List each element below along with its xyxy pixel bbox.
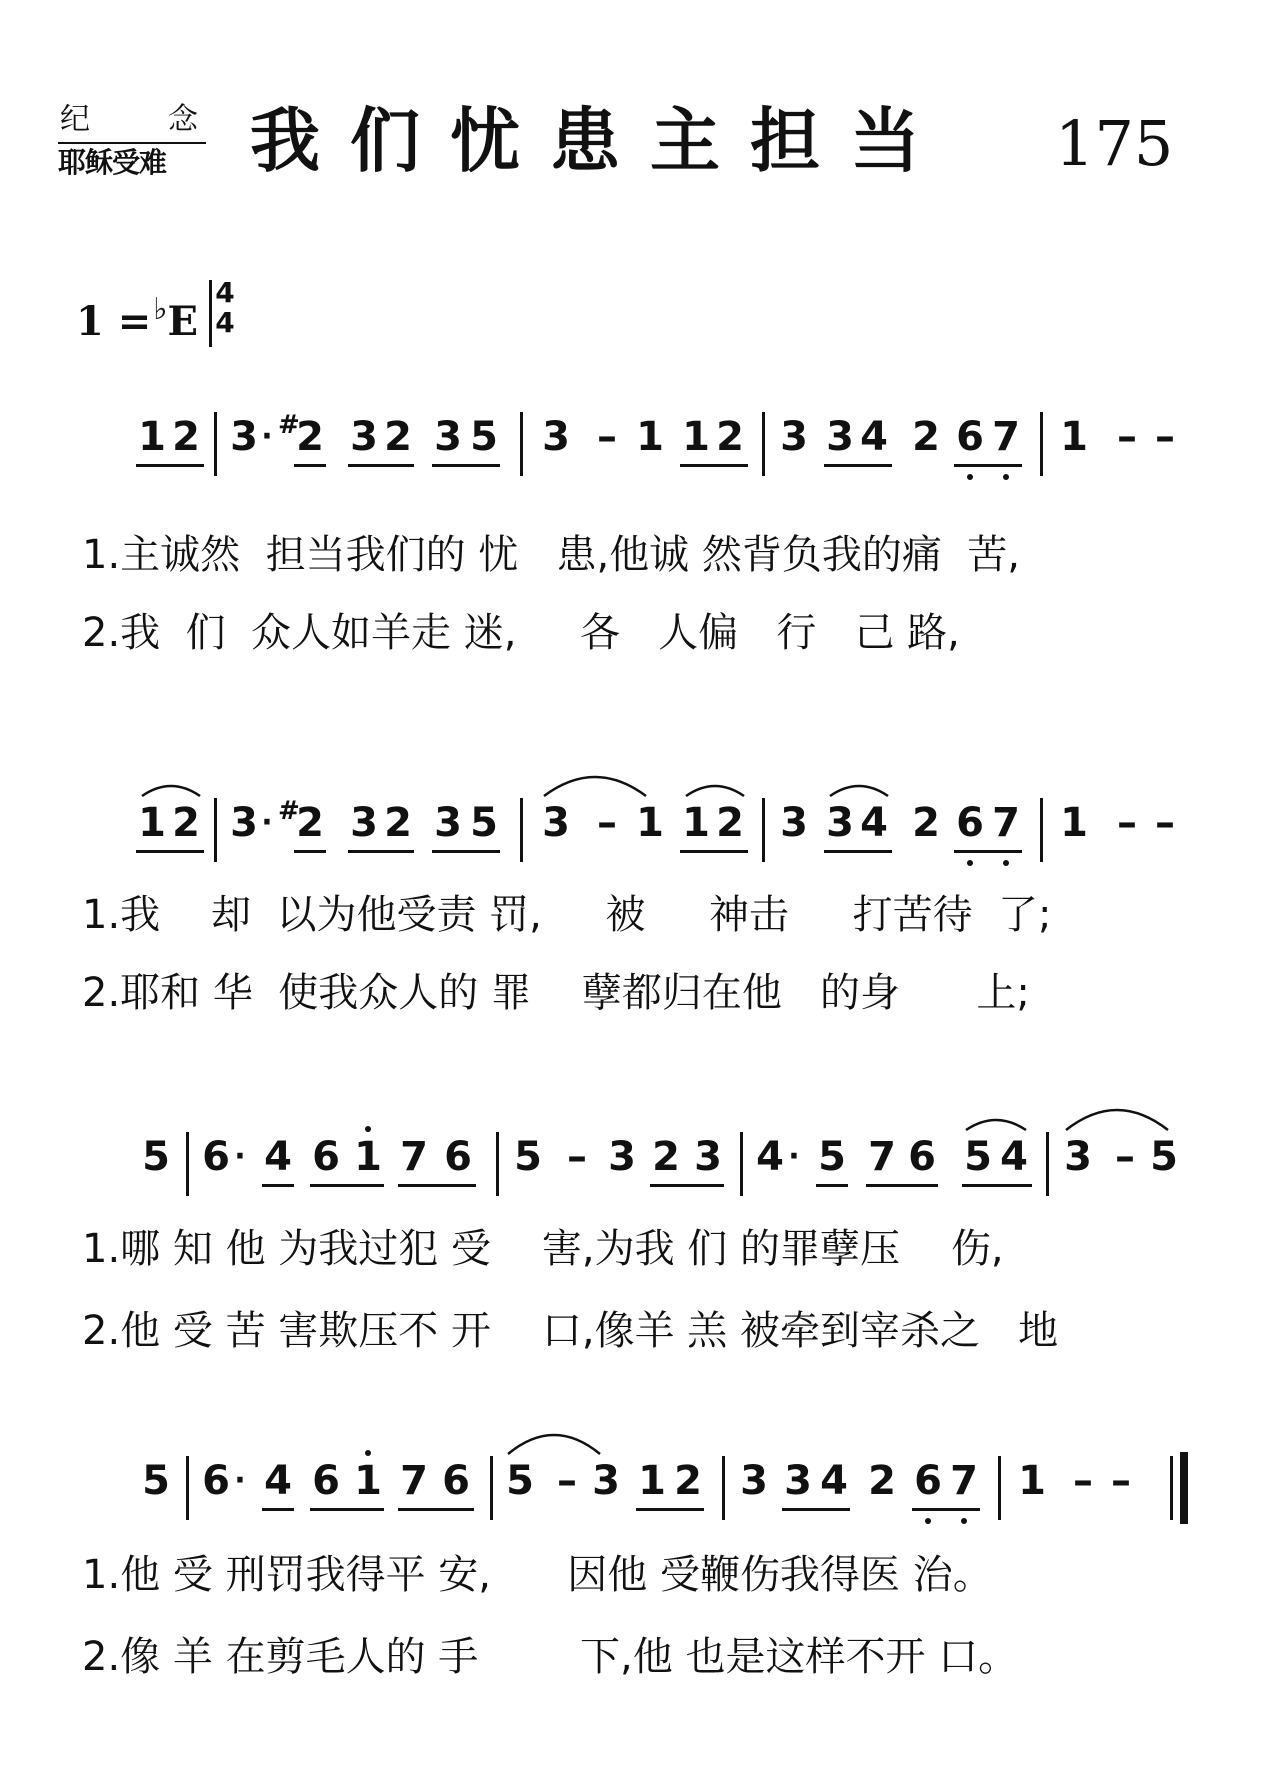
note: 3: [780, 414, 808, 460]
staff-2: [0, 798, 1280, 868]
staff-4: [0, 1456, 1280, 1526]
note: 7: [400, 1458, 428, 1504]
note: 3: [826, 414, 854, 460]
underline: [816, 1184, 848, 1187]
underline: [650, 1184, 724, 1187]
note: 3: [434, 800, 462, 846]
note: 1: [1060, 800, 1088, 846]
note: 2: [868, 1458, 896, 1504]
lyric-line-2-verse-2: 2.耶和 华 使我众人的 罪 孽都归在他 的身 上;: [82, 970, 1030, 1016]
key-signature: [76, 280, 198, 352]
note: 3: [542, 414, 570, 460]
augmentation-dot: ·: [234, 1463, 246, 1498]
barline: [214, 412, 217, 476]
note: 3: [542, 800, 570, 846]
slur: [1062, 1098, 1172, 1134]
note: 2: [716, 800, 744, 846]
underline: [310, 1508, 384, 1511]
note: 3: [608, 1134, 636, 1180]
note: 1: [638, 1458, 666, 1504]
note: 4: [264, 1458, 292, 1504]
dash: –: [557, 1458, 577, 1504]
note: 1: [354, 1458, 382, 1504]
note: 2: [716, 414, 744, 460]
note: 3: [826, 800, 854, 846]
note: 1: [1018, 1458, 1046, 1504]
underline: [398, 1508, 474, 1511]
barline: [186, 1132, 189, 1196]
note: 5: [818, 1134, 846, 1180]
note: 7: [992, 414, 1020, 460]
underline: [954, 464, 1022, 467]
note: 1: [636, 800, 664, 846]
note: 6: [312, 1458, 340, 1504]
time-divider: [209, 280, 212, 347]
note: 6: [202, 1134, 230, 1180]
low-octave-dot: [967, 860, 973, 866]
final-barline-thin: [1170, 1456, 1173, 1520]
underline: [636, 1508, 704, 1511]
note: 4: [756, 1134, 784, 1180]
note: 1: [1060, 414, 1088, 460]
underline: [348, 850, 414, 853]
note: 2: [674, 1458, 702, 1504]
slur: [138, 776, 204, 800]
note: 2: [652, 1134, 680, 1180]
note: 2: [296, 414, 324, 460]
key-prefix: 1 =: [76, 298, 152, 345]
time-signature: [205, 278, 245, 338]
note: 5: [1150, 1134, 1178, 1180]
category-label: [58, 100, 206, 182]
barline: [740, 1132, 743, 1196]
note: 7: [400, 1134, 428, 1180]
underline: [824, 464, 892, 467]
barline: [520, 798, 523, 862]
underline: [680, 464, 748, 467]
note: 3: [350, 800, 378, 846]
category-top-left: 纪: [60, 102, 90, 137]
dash: –: [567, 1134, 587, 1180]
staff-1: [0, 412, 1280, 482]
staff-3: [0, 1132, 1280, 1202]
note: 5: [142, 1458, 170, 1504]
barline: [1040, 412, 1043, 476]
note: 5: [514, 1134, 542, 1180]
note: 6: [442, 1458, 470, 1504]
hymn-number: 175: [1055, 107, 1174, 180]
note: 3: [784, 1458, 812, 1504]
time-top: 4: [215, 276, 235, 309]
underline: [432, 464, 500, 467]
slur: [540, 766, 650, 800]
barline: [722, 1456, 725, 1520]
underline: [262, 1184, 294, 1187]
note: 1: [636, 414, 664, 460]
low-octave-dot: [925, 1518, 931, 1524]
dash: –: [597, 414, 617, 460]
note: 2: [296, 800, 324, 846]
lyric-line-1-verse-2: 2.我 们 众人如羊走 迷, 各 人偏 行 己 路,: [82, 610, 960, 656]
underline: [136, 850, 204, 853]
note: 3: [694, 1134, 722, 1180]
note: 6: [908, 1134, 936, 1180]
note: 3: [230, 414, 258, 460]
underline: [136, 464, 204, 467]
lyric-line-3-verse-1: 1.哪 知 他 为我过犯 受 害,为我 们 的罪孽压 伤,: [82, 1226, 1004, 1272]
slur: [826, 776, 892, 800]
note: 6: [956, 800, 984, 846]
augmentation-dot: ·: [261, 419, 273, 454]
underline: [294, 464, 326, 467]
underline: [782, 1508, 850, 1511]
barline: [520, 412, 523, 476]
sharp-sign: #: [278, 796, 300, 826]
barline: [998, 1456, 1001, 1520]
barline: [762, 412, 765, 476]
underline: [680, 850, 748, 853]
barline: [762, 798, 765, 862]
note: 4: [1000, 1134, 1028, 1180]
dash: –: [1073, 1458, 1093, 1504]
barline: [186, 1456, 189, 1520]
barline: [496, 1132, 499, 1196]
dash: –: [1111, 1458, 1131, 1504]
note: 2: [384, 414, 412, 460]
note: 1: [354, 1134, 382, 1180]
note: 3: [434, 414, 462, 460]
category-bottom: 耶稣受难: [58, 146, 167, 179]
note: 3: [780, 800, 808, 846]
note: 4: [264, 1134, 292, 1180]
note: 5: [964, 1134, 992, 1180]
underline: [262, 1508, 294, 1511]
lyric-line-3-verse-2: 2.他 受 苦 害欺压不 开 口,像羊 羔 被牵到宰杀之 地: [82, 1308, 1059, 1354]
lyric-line-2-verse-1: 1.我 却 以为他受责 罚, 被 神击 打苦待 了;: [82, 892, 1052, 938]
underline: [398, 1184, 476, 1187]
final-barline-thick: [1180, 1452, 1188, 1524]
note: 5: [470, 414, 498, 460]
lyric-line-1-verse-1: 1.主诚然 担当我们的 忧 患,他诚 然背负我的痛 苦,: [82, 532, 1021, 578]
low-octave-dot: [1003, 474, 1009, 480]
underline: [824, 850, 892, 853]
category-top: [58, 100, 206, 144]
note: 7: [868, 1134, 896, 1180]
sharp-sign: #: [278, 410, 300, 440]
note: 6: [202, 1458, 230, 1504]
note: 2: [172, 414, 200, 460]
dash: –: [1155, 800, 1175, 846]
dash: –: [1155, 414, 1175, 460]
slur: [962, 1110, 1030, 1134]
note: 3: [230, 800, 258, 846]
note: 4: [820, 1458, 848, 1504]
underline: [962, 1184, 1032, 1187]
note: 3: [1064, 1134, 1092, 1180]
note: 4: [860, 414, 888, 460]
underline: [954, 850, 1022, 853]
slur: [682, 776, 748, 800]
low-octave-dot: [1003, 860, 1009, 866]
note: 6: [956, 414, 984, 460]
note: 2: [172, 800, 200, 846]
note: 1: [138, 800, 166, 846]
note: 3: [592, 1458, 620, 1504]
note: 3: [740, 1458, 768, 1504]
note: 6: [312, 1134, 340, 1180]
note: 5: [506, 1458, 534, 1504]
note: 6: [914, 1458, 942, 1504]
note: 7: [992, 800, 1020, 846]
underline: [432, 850, 500, 853]
lyric-line-4-verse-1: 1.他 受 刑罚我得平 安, 因他 受鞭伤我得医 治。: [82, 1552, 993, 1598]
note: 1: [682, 414, 710, 460]
high-octave-dot: [365, 1126, 371, 1132]
barline: [214, 798, 217, 862]
note: 3: [350, 414, 378, 460]
augmentation-dot: ·: [234, 1139, 246, 1174]
flat-sign: ♭: [153, 292, 168, 327]
underline: [310, 1184, 384, 1187]
dash: –: [1115, 1134, 1135, 1180]
note: 2: [912, 414, 940, 460]
note: 6: [444, 1134, 472, 1180]
time-bottom: 4: [215, 306, 235, 339]
slur: [504, 1424, 604, 1458]
dash: –: [1117, 414, 1137, 460]
note: 1: [138, 414, 166, 460]
note: 2: [912, 800, 940, 846]
note: 2: [384, 800, 412, 846]
underline: [912, 1508, 980, 1511]
low-octave-dot: [967, 474, 973, 480]
note: 4: [860, 800, 888, 846]
dash: –: [1117, 800, 1137, 846]
key-note: E: [167, 298, 198, 345]
underline: [348, 464, 414, 467]
barline: [490, 1456, 493, 1520]
category-top-right: 念: [168, 102, 198, 137]
underline: [294, 850, 326, 853]
barline: [1046, 1132, 1049, 1196]
dash: –: [597, 800, 617, 846]
barline: [1040, 798, 1043, 862]
note: 1: [682, 800, 710, 846]
note: 7: [950, 1458, 978, 1504]
note: 5: [142, 1134, 170, 1180]
underline: [866, 1184, 938, 1187]
augmentation-dot: ·: [261, 805, 273, 840]
low-octave-dot: [961, 1518, 967, 1524]
note: 5: [470, 800, 498, 846]
lyric-line-4-verse-2: 2.像 羊 在剪毛人的 手 下,他 也是这样不开 口。: [82, 1634, 1019, 1680]
hymn-title: 我们忧患主担当: [250, 100, 950, 182]
high-octave-dot: [365, 1450, 371, 1456]
augmentation-dot: ·: [788, 1139, 800, 1174]
